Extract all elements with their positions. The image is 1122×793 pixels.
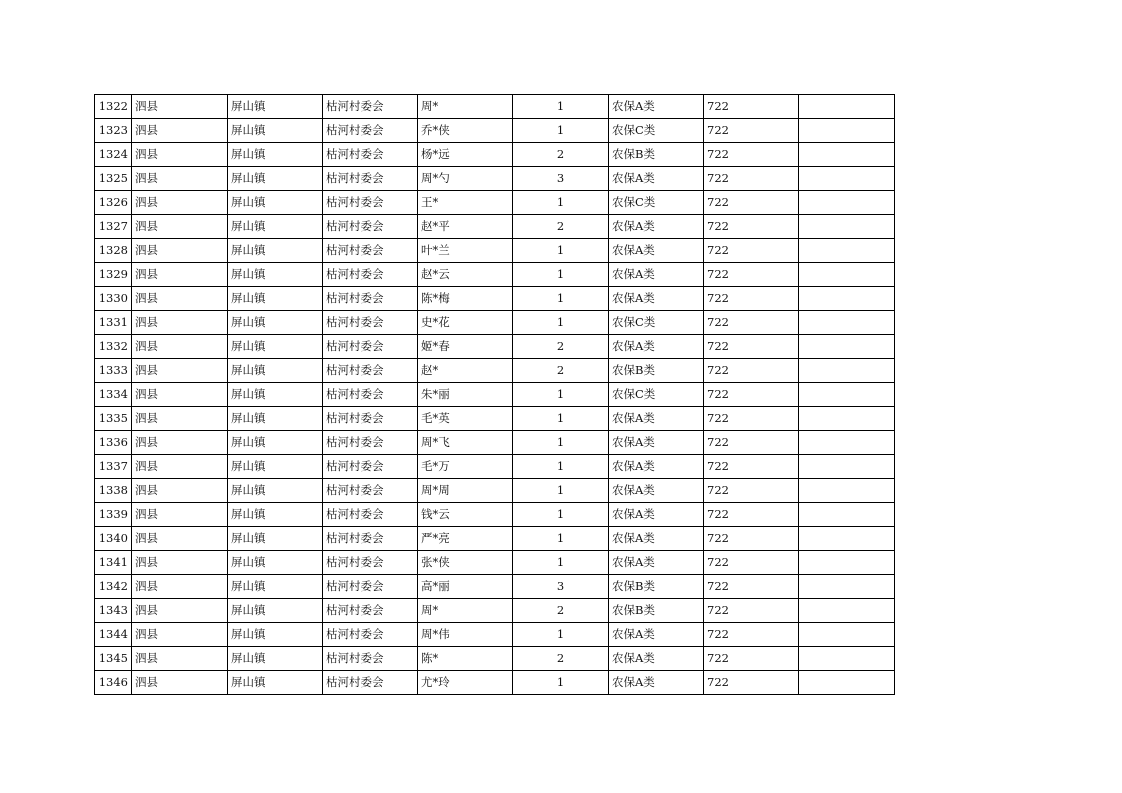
county-cell: 泗县 [132, 95, 228, 119]
name-cell: 叶*兰 [418, 239, 513, 263]
category-cell: 农保A类 [609, 455, 704, 479]
category-cell: 农保C类 [609, 383, 704, 407]
table-row [95, 383, 895, 407]
amount-cell: 722 [704, 287, 799, 311]
county-cell: 泗县 [132, 575, 228, 599]
county-cell: 泗县 [132, 335, 228, 359]
seq-cell: 1345 [95, 647, 132, 671]
note-cell [799, 551, 895, 575]
category-cell: 农保A类 [609, 671, 704, 695]
name-cell: 史*花 [418, 311, 513, 335]
village-cell: 枯河村委会 [323, 215, 418, 239]
note-cell [799, 527, 895, 551]
amount-cell: 722 [704, 503, 799, 527]
category-cell: 农保A类 [609, 287, 704, 311]
county-cell: 泗县 [132, 239, 228, 263]
name-cell: 周* [418, 599, 513, 623]
amount-cell: 722 [704, 239, 799, 263]
category-cell: 农保A类 [609, 503, 704, 527]
village-cell: 枯河村委会 [323, 599, 418, 623]
village-cell: 枯河村委会 [323, 479, 418, 503]
count-cell: 1 [513, 431, 609, 455]
category-cell: 农保C类 [609, 311, 704, 335]
table-row [95, 119, 895, 143]
count-cell: 1 [513, 455, 609, 479]
table-row [95, 527, 895, 551]
note-cell [799, 383, 895, 407]
village-cell: 枯河村委会 [323, 455, 418, 479]
count-cell: 2 [513, 143, 609, 167]
seq-cell: 1334 [95, 383, 132, 407]
name-cell: 朱*丽 [418, 383, 513, 407]
count-cell: 3 [513, 167, 609, 191]
count-cell: 1 [513, 95, 609, 119]
note-cell [799, 503, 895, 527]
name-cell: 毛*万 [418, 455, 513, 479]
count-cell: 1 [513, 119, 609, 143]
amount-cell: 722 [704, 407, 799, 431]
town-cell: 屏山镇 [228, 215, 323, 239]
table-row [95, 263, 895, 287]
town-cell: 屏山镇 [228, 455, 323, 479]
village-cell: 枯河村委会 [323, 671, 418, 695]
seq-cell: 1344 [95, 623, 132, 647]
amount-cell: 722 [704, 143, 799, 167]
note-cell [799, 143, 895, 167]
name-cell: 高*丽 [418, 575, 513, 599]
amount-cell: 722 [704, 263, 799, 287]
seq-cell: 1323 [95, 119, 132, 143]
amount-cell: 722 [704, 311, 799, 335]
table-row [95, 503, 895, 527]
note-cell [799, 671, 895, 695]
table-row [95, 623, 895, 647]
amount-cell: 722 [704, 599, 799, 623]
seq-cell: 1330 [95, 287, 132, 311]
town-cell: 屏山镇 [228, 143, 323, 167]
amount-cell: 722 [704, 623, 799, 647]
village-cell: 枯河村委会 [323, 359, 418, 383]
town-cell: 屏山镇 [228, 287, 323, 311]
seq-cell: 1331 [95, 311, 132, 335]
category-cell: 农保A类 [609, 263, 704, 287]
county-cell: 泗县 [132, 191, 228, 215]
name-cell: 钱*云 [418, 503, 513, 527]
category-cell: 农保A类 [609, 479, 704, 503]
seq-cell: 1325 [95, 167, 132, 191]
note-cell [799, 431, 895, 455]
category-cell: 农保A类 [609, 407, 704, 431]
town-cell: 屏山镇 [228, 527, 323, 551]
town-cell: 屏山镇 [228, 239, 323, 263]
village-cell: 枯河村委会 [323, 119, 418, 143]
count-cell: 1 [513, 623, 609, 647]
seq-cell: 1328 [95, 239, 132, 263]
name-cell: 张*侠 [418, 551, 513, 575]
note-cell [799, 479, 895, 503]
seq-cell: 1339 [95, 503, 132, 527]
village-cell: 枯河村委会 [323, 431, 418, 455]
table-row [95, 311, 895, 335]
county-cell: 泗县 [132, 167, 228, 191]
count-cell: 1 [513, 239, 609, 263]
name-cell: 周*飞 [418, 431, 513, 455]
name-cell: 毛*英 [418, 407, 513, 431]
note-cell [799, 359, 895, 383]
count-cell: 1 [513, 527, 609, 551]
table-row [95, 455, 895, 479]
count-cell: 2 [513, 359, 609, 383]
county-cell: 泗县 [132, 623, 228, 647]
village-cell: 枯河村委会 [323, 383, 418, 407]
count-cell: 3 [513, 575, 609, 599]
seq-cell: 1327 [95, 215, 132, 239]
county-cell: 泗县 [132, 383, 228, 407]
town-cell: 屏山镇 [228, 95, 323, 119]
seq-cell: 1343 [95, 599, 132, 623]
table-row [95, 95, 895, 119]
town-cell: 屏山镇 [228, 671, 323, 695]
amount-cell: 722 [704, 95, 799, 119]
table-row [95, 551, 895, 575]
category-cell: 农保B类 [609, 143, 704, 167]
note-cell [799, 239, 895, 263]
county-cell: 泗县 [132, 143, 228, 167]
village-cell: 枯河村委会 [323, 287, 418, 311]
name-cell: 周*周 [418, 479, 513, 503]
seq-cell: 1322 [95, 95, 132, 119]
amount-cell: 722 [704, 431, 799, 455]
seq-cell: 1332 [95, 335, 132, 359]
note-cell [799, 335, 895, 359]
count-cell: 1 [513, 311, 609, 335]
seq-cell: 1338 [95, 479, 132, 503]
table-row [95, 215, 895, 239]
county-cell: 泗县 [132, 599, 228, 623]
amount-cell: 722 [704, 191, 799, 215]
town-cell: 屏山镇 [228, 359, 323, 383]
table-row [95, 407, 895, 431]
count-cell: 2 [513, 335, 609, 359]
table-row [95, 143, 895, 167]
name-cell: 乔*侠 [418, 119, 513, 143]
name-cell: 王* [418, 191, 513, 215]
table-row [95, 191, 895, 215]
name-cell: 赵* [418, 359, 513, 383]
town-cell: 屏山镇 [228, 407, 323, 431]
amount-cell: 722 [704, 671, 799, 695]
table-row [95, 335, 895, 359]
table-row [95, 671, 895, 695]
town-cell: 屏山镇 [228, 119, 323, 143]
table-row [95, 647, 895, 671]
village-cell: 枯河村委会 [323, 503, 418, 527]
name-cell: 周*伟 [418, 623, 513, 647]
county-cell: 泗县 [132, 527, 228, 551]
amount-cell: 722 [704, 575, 799, 599]
amount-cell: 722 [704, 551, 799, 575]
data-table [94, 94, 895, 695]
amount-cell: 722 [704, 215, 799, 239]
note-cell [799, 599, 895, 623]
town-cell: 屏山镇 [228, 335, 323, 359]
village-cell: 枯河村委会 [323, 311, 418, 335]
category-cell: 农保A类 [609, 167, 704, 191]
count-cell: 1 [513, 551, 609, 575]
town-cell: 屏山镇 [228, 383, 323, 407]
table-row [95, 431, 895, 455]
village-cell: 枯河村委会 [323, 575, 418, 599]
note-cell [799, 191, 895, 215]
seq-cell: 1341 [95, 551, 132, 575]
note-cell [799, 311, 895, 335]
note-cell [799, 263, 895, 287]
county-cell: 泗县 [132, 647, 228, 671]
town-cell: 屏山镇 [228, 551, 323, 575]
category-cell: 农保B类 [609, 599, 704, 623]
count-cell: 2 [513, 599, 609, 623]
town-cell: 屏山镇 [228, 479, 323, 503]
count-cell: 1 [513, 191, 609, 215]
count-cell: 1 [513, 671, 609, 695]
category-cell: 农保A类 [609, 95, 704, 119]
amount-cell: 722 [704, 119, 799, 143]
table-row [95, 167, 895, 191]
table-body [95, 95, 895, 695]
amount-cell: 722 [704, 647, 799, 671]
name-cell: 赵*云 [418, 263, 513, 287]
village-cell: 枯河村委会 [323, 143, 418, 167]
note-cell [799, 95, 895, 119]
name-cell: 周*勺 [418, 167, 513, 191]
county-cell: 泗县 [132, 671, 228, 695]
note-cell [799, 455, 895, 479]
amount-cell: 722 [704, 335, 799, 359]
seq-cell: 1333 [95, 359, 132, 383]
town-cell: 屏山镇 [228, 503, 323, 527]
county-cell: 泗县 [132, 287, 228, 311]
county-cell: 泗县 [132, 551, 228, 575]
category-cell: 农保A类 [609, 335, 704, 359]
category-cell: 农保C类 [609, 119, 704, 143]
town-cell: 屏山镇 [228, 599, 323, 623]
note-cell [799, 119, 895, 143]
village-cell: 枯河村委会 [323, 335, 418, 359]
village-cell: 枯河村委会 [323, 191, 418, 215]
category-cell: 农保C类 [609, 191, 704, 215]
name-cell: 赵*平 [418, 215, 513, 239]
village-cell: 枯河村委会 [323, 263, 418, 287]
category-cell: 农保A类 [609, 215, 704, 239]
note-cell [799, 575, 895, 599]
amount-cell: 722 [704, 527, 799, 551]
county-cell: 泗县 [132, 119, 228, 143]
village-cell: 枯河村委会 [323, 95, 418, 119]
town-cell: 屏山镇 [228, 191, 323, 215]
note-cell [799, 407, 895, 431]
village-cell: 枯河村委会 [323, 647, 418, 671]
amount-cell: 722 [704, 359, 799, 383]
category-cell: 农保A类 [609, 623, 704, 647]
table-row [95, 359, 895, 383]
seq-cell: 1326 [95, 191, 132, 215]
name-cell: 尤*玲 [418, 671, 513, 695]
county-cell: 泗县 [132, 503, 228, 527]
count-cell: 1 [513, 407, 609, 431]
count-cell: 1 [513, 383, 609, 407]
category-cell: 农保B类 [609, 359, 704, 383]
seq-cell: 1340 [95, 527, 132, 551]
count-cell: 1 [513, 479, 609, 503]
table-row [95, 479, 895, 503]
name-cell: 姬*春 [418, 335, 513, 359]
town-cell: 屏山镇 [228, 311, 323, 335]
note-cell [799, 647, 895, 671]
village-cell: 枯河村委会 [323, 239, 418, 263]
table-row [95, 599, 895, 623]
town-cell: 屏山镇 [228, 575, 323, 599]
town-cell: 屏山镇 [228, 167, 323, 191]
count-cell: 2 [513, 647, 609, 671]
seq-cell: 1324 [95, 143, 132, 167]
count-cell: 1 [513, 263, 609, 287]
village-cell: 枯河村委会 [323, 551, 418, 575]
county-cell: 泗县 [132, 311, 228, 335]
village-cell: 枯河村委会 [323, 623, 418, 647]
county-cell: 泗县 [132, 431, 228, 455]
village-cell: 枯河村委会 [323, 527, 418, 551]
count-cell: 1 [513, 503, 609, 527]
note-cell [799, 623, 895, 647]
county-cell: 泗县 [132, 455, 228, 479]
seq-cell: 1342 [95, 575, 132, 599]
name-cell: 陈*梅 [418, 287, 513, 311]
category-cell: 农保A类 [609, 527, 704, 551]
note-cell [799, 215, 895, 239]
seq-cell: 1346 [95, 671, 132, 695]
amount-cell: 722 [704, 455, 799, 479]
seq-cell: 1329 [95, 263, 132, 287]
town-cell: 屏山镇 [228, 647, 323, 671]
name-cell: 严*亮 [418, 527, 513, 551]
note-cell [799, 287, 895, 311]
name-cell: 周* [418, 95, 513, 119]
name-cell: 杨*远 [418, 143, 513, 167]
town-cell: 屏山镇 [228, 263, 323, 287]
category-cell: 农保A类 [609, 647, 704, 671]
count-cell: 2 [513, 215, 609, 239]
town-cell: 屏山镇 [228, 623, 323, 647]
category-cell: 农保B类 [609, 575, 704, 599]
category-cell: 农保A类 [609, 551, 704, 575]
amount-cell: 722 [704, 479, 799, 503]
table-row [95, 239, 895, 263]
county-cell: 泗县 [132, 479, 228, 503]
count-cell: 1 [513, 287, 609, 311]
amount-cell: 722 [704, 167, 799, 191]
county-cell: 泗县 [132, 359, 228, 383]
county-cell: 泗县 [132, 263, 228, 287]
table-row [95, 575, 895, 599]
name-cell: 陈* [418, 647, 513, 671]
category-cell: 农保A类 [609, 239, 704, 263]
amount-cell: 722 [704, 383, 799, 407]
county-cell: 泗县 [132, 407, 228, 431]
seq-cell: 1337 [95, 455, 132, 479]
town-cell: 屏山镇 [228, 431, 323, 455]
county-cell: 泗县 [132, 215, 228, 239]
note-cell [799, 167, 895, 191]
category-cell: 农保A类 [609, 431, 704, 455]
village-cell: 枯河村委会 [323, 407, 418, 431]
seq-cell: 1336 [95, 431, 132, 455]
table-row [95, 287, 895, 311]
village-cell: 枯河村委会 [323, 167, 418, 191]
seq-cell: 1335 [95, 407, 132, 431]
